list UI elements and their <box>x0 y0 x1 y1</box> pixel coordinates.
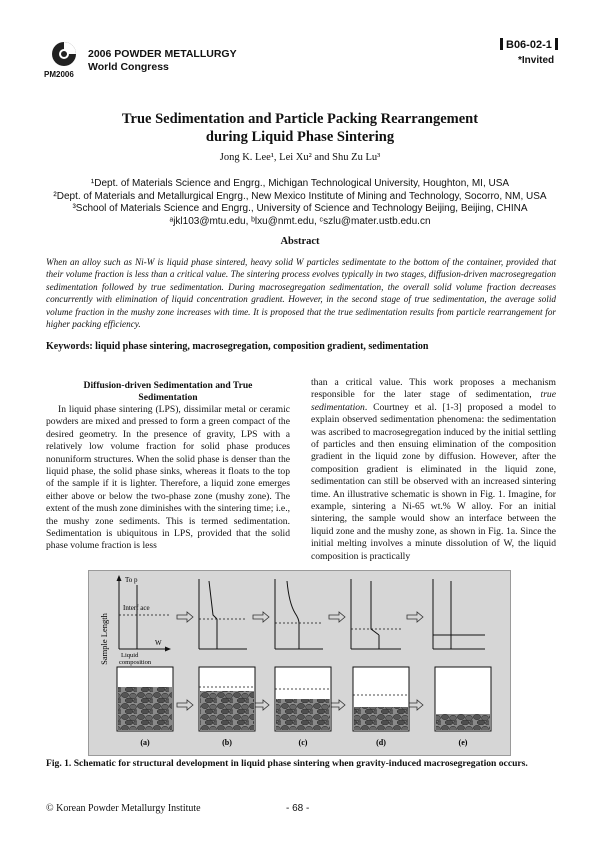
invited-label: *Invited <box>518 55 555 66</box>
abstract-text: When an alloy such as Ni-W is liquid phase sintered, heavy solid W particles sedimentate to the bottom of the container, provided that their volume fraction is less than a critical value. The sintering process evolves typically in two stages, diffusion-driven macrosegregation sedimentation followed by true sedimentation. During macrosegregation sedimentation, the overall solid volume fraction decreases concurrently with elimination of liquid concentration gradient. However, in the second stage of true sedimentation, the average solid volume fraction in the mushy zone increases with time. It is proposed that the true sedimentation results from particle rearrangement for higher packing efficiency. <box>46 257 556 330</box>
page-number: - 68 - <box>286 803 310 814</box>
affiliation-1: ¹Dept. of Materials Science and Engrg., Michigan Technological University, Houghton, MI, USA <box>90 178 510 189</box>
authors: Jong K. Lee¹, Lei Xu² and Shu Zu Lu³ <box>219 152 381 163</box>
figure-caption: Fig. 1. Schematic for structural development in liquid phase sintering when gravity-induced macrosegregation occurs. <box>46 758 528 769</box>
panel-label-d: (d) <box>376 738 386 747</box>
paragraph: than a critical value. This work proposes a mechanism responsible for the later stage of sedimentation, true sedimentation. Courtney et al. [1-3] proposed a model to explain observed sedimentation phenomena: the sedimentation was ascribed to macrosegregation induced by the initial settling of particles and then ensuing elimination of the composition gradient in the liquid zone by diffusion. However, after the composition gradient is eliminated in the liquid zone, sedimentation can still be observed with an increased sintering time. An illustrative schematic is shown in Fig. 1. Imagine, for example, sintering a Ni-65 wt.% W alloy. For an initial sintering, the sample would show an interface between the liquid zone and the mushy zone, as shown in Fig. 1a. Since the initial melting involves a minute dissolution of W, the liquid composition is practically <box>311 377 556 562</box>
container-a <box>117 667 173 731</box>
paper-code: B06-02-1 <box>497 38 561 51</box>
plot-a <box>99 575 171 666</box>
author-emails: ᵃjkl103@mtu.edu, ᵇlxu@nmt.edu, ᶜszlu@mater.ustb.edu.cn <box>169 215 431 227</box>
paper-title: True Sedimentation and Particle Packing Rearrangement during Liquid Phase Sintering <box>121 111 479 145</box>
affiliation-3: ³School of Materials Science and Engrg., University of Science and Technology Beijing, Beijing, CHINA <box>72 203 528 214</box>
abstract-heading: Abstract <box>280 236 320 247</box>
panel-label-a: (a) <box>140 738 150 747</box>
logo-text: PM2006 <box>44 70 74 79</box>
liquid-label: Liquid <box>121 652 139 659</box>
figure-1 <box>88 570 511 756</box>
panel-label-c: (c) <box>298 738 308 747</box>
plot-b <box>199 579 247 649</box>
top-label: To p <box>125 576 138 584</box>
panel-label-b: (b) <box>222 738 232 747</box>
composition-label: composition <box>119 659 152 666</box>
interface-label: Interf ace <box>123 604 150 612</box>
paragraph: In liquid phase sintering (LPS), dissimilar metal or ceramic powders are mixed and pressed to form a green compact of the desired geometry. In the presence of gravity, LPS with a relatively low volume fraction for solid phase produces nonuniform structures. When the solid phase is denser than the liquid phase, the solid phase sinks, whereas it floats to the top of the sample if it is lighter. Therefore, a liquid zone emerges either above or below the two-phase zone (mushy zone). The extent of the mush zone diminishes with the sintering time; i.e., the mushy zone sediments. This is termed sedimentation. Sedimentation is ubiquitous in LPS, provided that the solid phase volume fraction is less <box>46 404 290 552</box>
footer-copyright: © Korean Powder Metallurgy Institute <box>46 803 201 814</box>
affiliation-2: ²Dept. of Materials and Metallurgical Engrg., New Mexico Institute of Mining and Technology, Socorro, NM, USA <box>53 190 547 202</box>
conference-name: 2006 POWDER METALLURGY World Congress <box>88 48 237 73</box>
body-column-right <box>311 377 556 563</box>
container-e <box>435 667 491 731</box>
body-column-left <box>46 380 290 553</box>
container-b <box>199 667 255 731</box>
w-label: W <box>155 639 162 647</box>
panel-label-e: (e) <box>458 738 468 747</box>
container-c <box>275 667 331 731</box>
conference-logo <box>44 40 84 85</box>
container-d <box>353 667 409 731</box>
section-heading: Diffusion-driven Sedimentation and True Sedimentation <box>83 380 253 403</box>
affiliations <box>0 178 600 228</box>
plot-e <box>433 579 485 649</box>
keywords: Keywords: liquid phase sintering, macrosegregation, composition gradient, sedimentation <box>46 341 429 352</box>
axis-label-sample-length: Sample Length <box>99 613 109 665</box>
plot-c <box>275 579 323 649</box>
plot-d <box>351 579 401 649</box>
